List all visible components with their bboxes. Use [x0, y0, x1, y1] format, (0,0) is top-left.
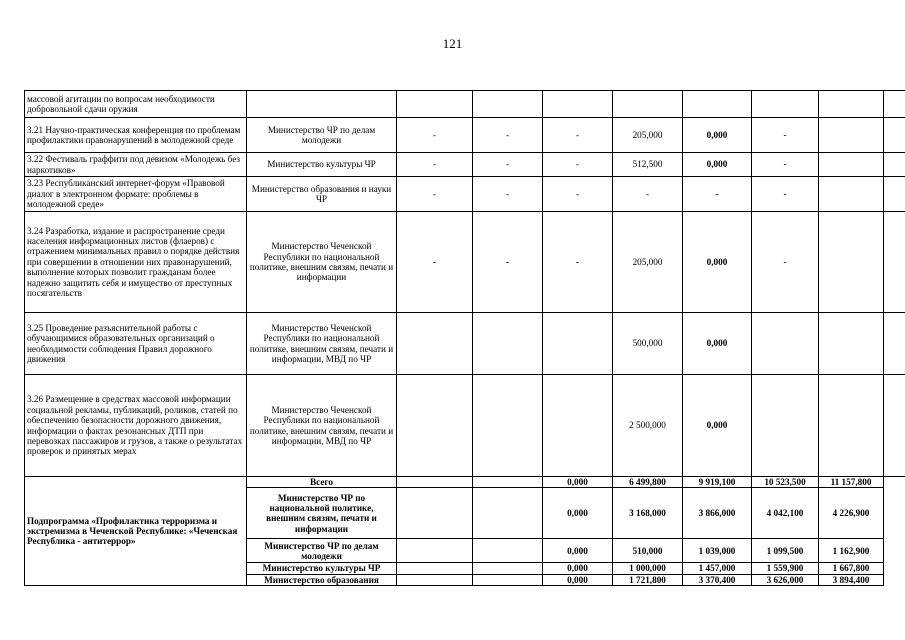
value-cell: [819, 212, 884, 313]
value-cell: 0,000: [543, 488, 613, 539]
executor: Министерство ЧР по национальной политике, внешним связям, печати и информации: [247, 488, 397, 539]
executor: Министерство Чеченской Республики по национальной политике, внешним связям, печати и информации: [247, 212, 397, 313]
table-row: [25, 212, 905, 313]
measure-name: 3.21 Научно-практическая конференция по проблемам профилактики правонарушений в молодежной среде: [25, 118, 247, 153]
measure-name: массовой агитации по вопросам необходимости добровольной сдачи оружия: [25, 91, 247, 118]
value-cell: 1 162,900: [819, 539, 884, 563]
value-cell: 3 168,000: [613, 488, 683, 539]
value-cell: -: [397, 118, 473, 153]
value-cell: [543, 313, 613, 375]
executor: Министерство Чеченской Республики по национальной политике, внешним связям, печати и информации, МВД по ЧР: [247, 313, 397, 375]
value-cell: -: [543, 212, 613, 313]
value-cell: -: [543, 118, 613, 153]
executor: Всего: [247, 477, 397, 488]
value-cell: -: [397, 177, 473, 212]
executor: Министерство образования: [247, 574, 397, 585]
value-cell: [473, 375, 543, 477]
value-cell: [473, 539, 543, 563]
value-cell: [884, 375, 905, 477]
value-cell: [397, 313, 473, 375]
table-row: [25, 177, 905, 212]
table-row: [25, 477, 905, 488]
value-cell: [397, 488, 473, 539]
table-row: [25, 153, 905, 177]
value-cell: [884, 313, 905, 375]
value-cell: 510,000: [613, 539, 683, 563]
executor: Министерство культуры ЧР: [247, 153, 397, 177]
value-cell: [473, 477, 543, 488]
value-cell: -: [473, 177, 543, 212]
value-cell: 3 370,400: [683, 574, 752, 585]
value-cell: [819, 153, 884, 177]
value-cell: 512,500: [613, 153, 683, 177]
value-cell: [752, 91, 819, 118]
value-cell: 1 457,000: [683, 563, 752, 574]
executor: Министерство ЧР по делам молодежи: [247, 118, 397, 153]
value-cell: -: [543, 177, 613, 212]
value-cell: [473, 313, 543, 375]
value-cell: [884, 177, 905, 212]
value-cell: [884, 118, 905, 153]
executor: Министерство ЧР по делам молодежи: [247, 539, 397, 563]
value-cell: [397, 539, 473, 563]
value-cell: [473, 488, 543, 539]
value-cell: 1 099,500: [752, 539, 819, 563]
value-cell: [819, 177, 884, 212]
value-cell: 500,000: [613, 313, 683, 375]
measure-name: 3.22 Фестиваль граффити под девизом «Молодежь без наркотиков»: [25, 153, 247, 177]
value-cell: 11 157,800: [819, 477, 884, 488]
value-cell: -: [683, 177, 752, 212]
value-cell: 4 042,100: [752, 488, 819, 539]
value-cell: -: [543, 153, 613, 177]
table-row: [25, 91, 905, 118]
value-cell: -: [752, 177, 819, 212]
measure-name: 3.23 Республиканский интернет-форум «Правовой диалог в электронном формате: проблемы в молодежной среде»: [25, 177, 247, 212]
value-cell: [473, 574, 543, 585]
value-cell: 4 226,900: [819, 488, 884, 539]
value-cell: 1 721,800: [613, 574, 683, 585]
value-cell: 1 000,000: [613, 563, 683, 574]
value-cell: 0,000: [543, 539, 613, 563]
subprogram-name: Подпрограмма «Профилактика терроризма и экстремизма в Чеченской Республике: «Чеченская Республика - антитеррор»: [25, 477, 247, 586]
value-cell: [397, 563, 473, 574]
executor: Министерство образования и науки ЧР: [247, 177, 397, 212]
value-cell: 0,000: [543, 574, 613, 585]
executor: Министерство культуры ЧР: [247, 563, 397, 574]
value-cell: [613, 91, 683, 118]
value-cell: 10 523,500: [752, 477, 819, 488]
value-cell: 3 866,000: [683, 488, 752, 539]
table-row: [25, 313, 905, 375]
value-cell: [397, 91, 473, 118]
value-cell: 9 919,100: [683, 477, 752, 488]
value-cell: 0,000: [543, 477, 613, 488]
value-cell: 1 039,000: [683, 539, 752, 563]
value-cell: 3 626,000: [752, 574, 819, 585]
value-cell: [473, 91, 543, 118]
value-cell: -: [752, 212, 819, 313]
value-cell: 205,000: [613, 212, 683, 313]
value-cell: [683, 91, 752, 118]
value-cell: -: [473, 212, 543, 313]
table-row: [25, 118, 905, 153]
value-cell: [752, 375, 819, 477]
value-cell: 0,000: [543, 563, 613, 574]
value-cell: [397, 574, 473, 585]
value-cell: 6 499,800: [613, 477, 683, 488]
value-cell: [473, 563, 543, 574]
value-cell: 1 667,800: [819, 563, 884, 574]
value-cell: [397, 375, 473, 477]
value-cell: 0,000: [683, 153, 752, 177]
value-cell: [819, 375, 884, 477]
value-cell: -: [397, 153, 473, 177]
value-cell: [543, 375, 613, 477]
value-cell: [543, 91, 613, 118]
value-cell: 3 894,400: [819, 574, 884, 585]
measure-name: 3.25 Проведение разъяснительной работы с обучающимися образовательных организаций о необходимости соблюдения Правил дорожного движения: [25, 313, 247, 375]
value-cell: 0,000: [683, 313, 752, 375]
value-cell: -: [397, 212, 473, 313]
value-cell: 0,000: [683, 212, 752, 313]
measure-name: 3.24 Разработка, издание и распространение среди населения информационных листов (флаеров) с отражением минимальных правил о порядке действия при совершении в отношении них правонарушений, выполнение которых позволит гражданам более надежно защитить себя и имущество от преступных посягательств: [25, 212, 247, 313]
value-cell: -: [613, 177, 683, 212]
executor: [247, 91, 397, 118]
value-cell: 0,000: [683, 375, 752, 477]
value-cell: [884, 91, 905, 118]
value-cell: -: [473, 153, 543, 177]
value-cell: -: [752, 118, 819, 153]
value-cell: [884, 212, 905, 313]
value-cell: [397, 477, 473, 488]
value-cell: [819, 118, 884, 153]
value-cell: [752, 313, 819, 375]
page-number: 121: [442, 36, 463, 51]
table-row: [25, 375, 905, 477]
executor: Министерство Чеченской Республики по национальной политике, внешним связям, печати и информации, МВД по ЧР: [247, 375, 397, 477]
measure-name: 3.26 Размещение в средствах массовой информации социальной рекламы, публикаций, роликов, статей по обеспечению безопасности дорожного движения, информации о фактах резонансных ДТП при перевозках пассажиров и грузов, а также о результатах проверок и принятых мерах: [25, 375, 247, 477]
value-cell: [884, 153, 905, 177]
budget-table: [24, 90, 905, 586]
value-cell: 205,000: [613, 118, 683, 153]
value-cell: 0,000: [683, 118, 752, 153]
value-cell: -: [752, 153, 819, 177]
value-cell: [819, 313, 884, 375]
value-cell: [819, 91, 884, 118]
value-cell: 2 500,000: [613, 375, 683, 477]
value-cell: 1 559,900: [752, 563, 819, 574]
value-cell: -: [473, 118, 543, 153]
